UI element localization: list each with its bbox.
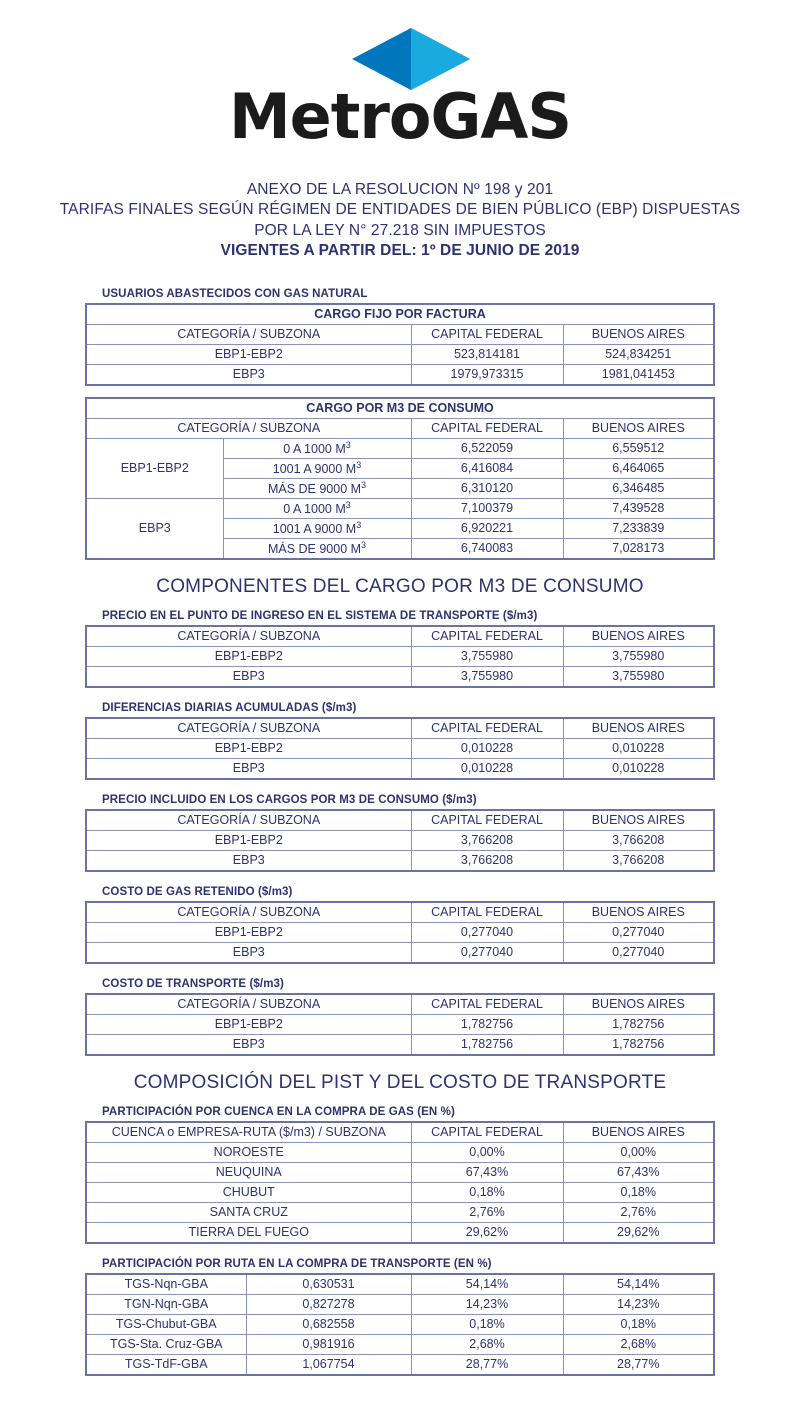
cell-buenos: 1,782756 [563, 1014, 714, 1034]
table-header-row [86, 902, 714, 923]
rango-text: 1001 A 9000 M [272, 521, 357, 536]
table-row [86, 1182, 714, 1202]
cell-rango [223, 538, 411, 559]
brand-wordmark-gas: GAS [430, 80, 572, 153]
cell-capital: 67,43% [411, 1162, 563, 1182]
cell-capital: 0,010228 [411, 758, 563, 779]
cell-capital: 0,010228 [411, 738, 563, 758]
col-header-capital-federal: CAPITAL FEDERAL [411, 994, 563, 1015]
cell-ruta-nombre: TGS-Chubut-GBA [86, 1314, 246, 1334]
col-header-categoria: CATEGORÍA / SUBZONA [86, 626, 411, 647]
cell-capital: 0,00% [411, 1142, 563, 1162]
table-row [86, 646, 714, 666]
rango-exponent: 3 [361, 479, 367, 490]
cell-buenos: 1,782756 [563, 1034, 714, 1055]
table-header-row [86, 324, 714, 344]
table-header-row [86, 1122, 714, 1143]
col-header-buenos-aires: BUENOS AIRES [563, 1122, 714, 1143]
table-banner-row [86, 398, 714, 419]
col-header-categoria: CATEGORÍA / SUBZONA [86, 902, 411, 923]
cell-group-categoria: EBP1-EBP2 [86, 438, 223, 498]
table-header-row [86, 626, 714, 647]
section-heading-diferencias: DIFERENCIAS DIARIAS ACUMULADAS ($/m3) [102, 701, 357, 714]
section-heading-componentes: COMPONENTES DEL CARGO POR M3 DE CONSUMO [156, 575, 644, 597]
cell-categoria: EBP1-EBP2 [86, 344, 411, 364]
col-header-cuenca: CUENCA o EMPRESA-RUTA ($/m3) / SUBZONA [86, 1122, 411, 1143]
cell-rango [223, 518, 411, 538]
cell-categoria: EBP1-EBP2 [86, 830, 411, 850]
rango-text: MÁS DE 9000 M [267, 541, 362, 556]
cell-capital: 0,18% [411, 1182, 563, 1202]
cell-buenos: 6,346485 [563, 478, 714, 498]
cell-buenos: 0,010228 [563, 758, 714, 779]
cell-ruta-nombre: TGS-Nqn-GBA [86, 1274, 246, 1295]
col-header-buenos-aires: BUENOS AIRES [563, 418, 714, 438]
cell-ruta-valor: 0,827278 [246, 1294, 411, 1314]
section-heading-composicion: COMPOSICIÓN DEL PIST Y DEL COSTO DE TRANSPORTE [133, 1071, 667, 1093]
col-header-capital-federal: CAPITAL FEDERAL [411, 324, 563, 344]
table-cargo-fijo [85, 303, 715, 386]
metrogas-diamond-icon [352, 28, 470, 90]
col-header-buenos-aires: BUENOS AIRES [563, 902, 714, 923]
brand-wordmark-metro: Metro [228, 80, 431, 153]
cell-cuenca-nombre: NOROESTE [86, 1142, 411, 1162]
cell-capital: 0,18% [411, 1314, 563, 1334]
table-row [86, 758, 714, 779]
col-header-buenos-aires: BUENOS AIRES [563, 324, 714, 344]
rango-text: 0 A 1000 M [283, 501, 346, 516]
title-line-4: VIGENTES A PARTIR DEL: 1º DE JUNIO DE 2019 [220, 242, 580, 260]
cell-capital: 6,522059 [411, 438, 563, 458]
cell-categoria: EBP3 [86, 364, 411, 385]
col-header-categoria: CATEGORÍA / SUBZONA [86, 994, 411, 1015]
cell-capital: 523,814181 [411, 344, 563, 364]
cell-capital: 6,310120 [411, 478, 563, 498]
col-header-capital-federal: CAPITAL FEDERAL [411, 1122, 563, 1143]
cell-categoria: EBP3 [86, 850, 411, 871]
table-row [86, 344, 714, 364]
col-header-buenos-aires: BUENOS AIRES [563, 626, 714, 647]
table-row [86, 364, 714, 385]
section-heading-gas-retenido: COSTO DE GAS RETENIDO ($/m3) [102, 885, 293, 898]
table-banner-row [86, 304, 714, 325]
col-header-capital-federal: CAPITAL FEDERAL [411, 626, 563, 647]
banner-cargo-fijo: CARGO FIJO POR FACTURA [86, 304, 714, 325]
cell-capital: 14,23% [411, 1294, 563, 1314]
cell-buenos: 3,755980 [563, 666, 714, 687]
title-line-1: ANEXO DE LA RESOLUCION Nº 198 y 201 [246, 181, 554, 198]
cell-capital: 7,100379 [411, 498, 563, 518]
cell-buenos: 1981,041453 [563, 364, 714, 385]
section-heading-pist: PRECIO EN EL PUNTO DE INGRESO EN EL SISTEMA DE TRANSPORTE ($/m3) [102, 609, 538, 622]
cell-buenos: 0,00% [563, 1142, 714, 1162]
cell-capital: 28,77% [411, 1354, 563, 1375]
section-heading-ruta: PARTICIPACIÓN POR RUTA EN LA COMPRA DE TRANSPORTE (EN %) [102, 1257, 492, 1270]
cell-cuenca-nombre: TIERRA DEL FUEGO [86, 1222, 411, 1243]
table-row [86, 1202, 714, 1222]
cell-ruta-nombre: TGS-TdF-GBA [86, 1354, 246, 1375]
cell-capital: 0,277040 [411, 922, 563, 942]
title-line-2: TARIFAS FINALES SEGÚN RÉGIMEN DE ENTIDADES DE BIEN PÚBLICO (EBP) DISPUESTAS [59, 201, 741, 219]
table-header-row [86, 718, 714, 739]
cell-capital: 1979,973315 [411, 364, 563, 385]
table-row [86, 1014, 714, 1034]
cell-buenos: 0,277040 [563, 942, 714, 963]
col-header-categoria: CATEGORÍA / SUBZONA [86, 418, 411, 438]
banner-cargo-m3: CARGO POR M3 DE CONSUMO [86, 398, 714, 419]
cell-buenos: 54,14% [563, 1274, 714, 1295]
col-header-categoria: CATEGORÍA / SUBZONA [86, 324, 411, 344]
cell-buenos: 3,766208 [563, 830, 714, 850]
table-row [86, 1034, 714, 1055]
cell-capital: 2,76% [411, 1202, 563, 1222]
cell-capital: 6,740083 [411, 538, 563, 559]
cell-buenos: 6,559512 [563, 438, 714, 458]
table-row [86, 1354, 714, 1375]
col-header-categoria: CATEGORÍA / SUBZONA [86, 718, 411, 739]
rango-exponent: 3 [361, 539, 367, 550]
rango-text: 1001 A 9000 M [272, 461, 357, 476]
table-row [86, 1222, 714, 1243]
cell-cuenca-nombre: SANTA CRUZ [86, 1202, 411, 1222]
table-header-row [86, 810, 714, 831]
table-row [86, 738, 714, 758]
cell-rango [223, 478, 411, 498]
cell-ruta-valor: 1,067754 [246, 1354, 411, 1375]
cell-group-categoria: EBP3 [86, 498, 223, 559]
title-line-3: POR LA LEY N° 27.218 SIN IMPUESTOS [254, 221, 546, 239]
cell-buenos: 3,755980 [563, 646, 714, 666]
table-ruta [85, 1273, 715, 1376]
cell-buenos: 29,62% [563, 1222, 714, 1243]
cell-categoria: EBP1-EBP2 [86, 1014, 411, 1034]
table-precio-incluido [85, 809, 715, 872]
cell-rango [223, 498, 411, 518]
table-cargo-m3 [85, 397, 715, 560]
table-row [86, 942, 714, 963]
section-heading-cuenca: PARTICIPACIÓN POR CUENCA EN LA COMPRA DE GAS (EN %) [102, 1105, 455, 1118]
cell-cuenca-nombre: CHUBUT [86, 1182, 411, 1202]
cell-rango [223, 458, 411, 478]
cell-categoria: EBP3 [86, 1034, 411, 1055]
rango-exponent: 3 [356, 519, 362, 530]
rango-text: 0 A 1000 M [283, 441, 346, 456]
cell-ruta-nombre: TGN-Nqn-GBA [86, 1294, 246, 1314]
cell-categoria: EBP1-EBP2 [86, 646, 411, 666]
table-pist [85, 625, 715, 688]
table-cuenca [85, 1121, 715, 1244]
cell-capital: 54,14% [411, 1274, 563, 1295]
cell-buenos: 28,77% [563, 1354, 714, 1375]
col-header-buenos-aires: BUENOS AIRES [563, 810, 714, 831]
cell-capital: 3,755980 [411, 666, 563, 687]
cell-buenos: 14,23% [563, 1294, 714, 1314]
cell-buenos: 0,18% [563, 1314, 714, 1334]
table-row [86, 922, 714, 942]
col-header-capital-federal: CAPITAL FEDERAL [411, 418, 563, 438]
table-row [86, 1334, 714, 1354]
cell-capital: 29,62% [411, 1222, 563, 1243]
document-body [85, 288, 715, 1376]
cell-buenos: 3,766208 [563, 850, 714, 871]
table-row [86, 1162, 714, 1182]
cell-ruta-valor: 0,630531 [246, 1274, 411, 1295]
table-row [86, 498, 714, 518]
col-header-capital-federal: CAPITAL FEDERAL [411, 902, 563, 923]
cell-capital: 6,920221 [411, 518, 563, 538]
cell-capital: 1,782756 [411, 1034, 563, 1055]
rango-text: MÁS DE 9000 M [267, 481, 362, 496]
cell-buenos: 0,277040 [563, 922, 714, 942]
cell-buenos: 7,439528 [563, 498, 714, 518]
cell-capital: 6,416084 [411, 458, 563, 478]
cell-ruta-nombre: TGS-Sta. Cruz-GBA [86, 1334, 246, 1354]
cell-capital: 1,782756 [411, 1014, 563, 1034]
cell-capital: 3,766208 [411, 850, 563, 871]
section-heading-usuarios: USUARIOS ABASTECIDOS CON GAS NATURAL [102, 287, 368, 300]
cell-categoria: EBP3 [86, 666, 411, 687]
table-row [86, 666, 714, 687]
table-costo-transporte [85, 993, 715, 1056]
col-header-categoria: CATEGORÍA / SUBZONA [86, 810, 411, 831]
cell-capital: 0,277040 [411, 942, 563, 963]
rango-exponent: 3 [345, 499, 351, 510]
cell-buenos: 2,76% [563, 1202, 714, 1222]
cell-buenos: 7,028173 [563, 538, 714, 559]
table-header-row [86, 418, 714, 438]
document-title-block [0, 180, 800, 262]
cell-buenos: 0,010228 [563, 738, 714, 758]
cell-cuenca-nombre: NEUQUINA [86, 1162, 411, 1182]
table-row [86, 438, 714, 458]
table-row [86, 1314, 714, 1334]
table-row [86, 1274, 714, 1295]
brand-logo [0, 0, 800, 153]
table-row [86, 850, 714, 871]
table-row [86, 1142, 714, 1162]
cell-categoria: EBP3 [86, 942, 411, 963]
cell-categoria: EBP1-EBP2 [86, 738, 411, 758]
cell-ruta-valor: 0,682558 [246, 1314, 411, 1334]
table-row [86, 830, 714, 850]
cell-ruta-valor: 0,981916 [246, 1334, 411, 1354]
col-header-buenos-aires: BUENOS AIRES [563, 718, 714, 739]
cell-categoria: EBP3 [86, 758, 411, 779]
cell-capital: 3,755980 [411, 646, 563, 666]
col-header-capital-federal: CAPITAL FEDERAL [411, 810, 563, 831]
col-header-capital-federal: CAPITAL FEDERAL [411, 718, 563, 739]
col-header-buenos-aires: BUENOS AIRES [563, 994, 714, 1015]
cell-capital: 3,766208 [411, 830, 563, 850]
brand-wordmark [228, 80, 572, 153]
cell-buenos: 7,233839 [563, 518, 714, 538]
rango-exponent: 3 [345, 439, 351, 450]
table-diferencias [85, 717, 715, 780]
cell-buenos: 2,68% [563, 1334, 714, 1354]
cell-capital: 2,68% [411, 1334, 563, 1354]
table-row [86, 1294, 714, 1314]
cell-buenos: 6,464065 [563, 458, 714, 478]
cell-categoria: EBP1-EBP2 [86, 922, 411, 942]
cell-buenos: 524,834251 [563, 344, 714, 364]
table-header-row [86, 994, 714, 1015]
table-gas-retenido [85, 901, 715, 964]
cell-buenos: 0,18% [563, 1182, 714, 1202]
cell-rango [223, 438, 411, 458]
rango-exponent: 3 [356, 459, 362, 470]
section-heading-precio-incluido: PRECIO INCLUIDO EN LOS CARGOS POR M3 DE CONSUMO ($/m3) [102, 793, 477, 806]
section-heading-costo-transporte: COSTO DE TRANSPORTE ($/m3) [102, 977, 284, 990]
cell-buenos: 67,43% [563, 1162, 714, 1182]
